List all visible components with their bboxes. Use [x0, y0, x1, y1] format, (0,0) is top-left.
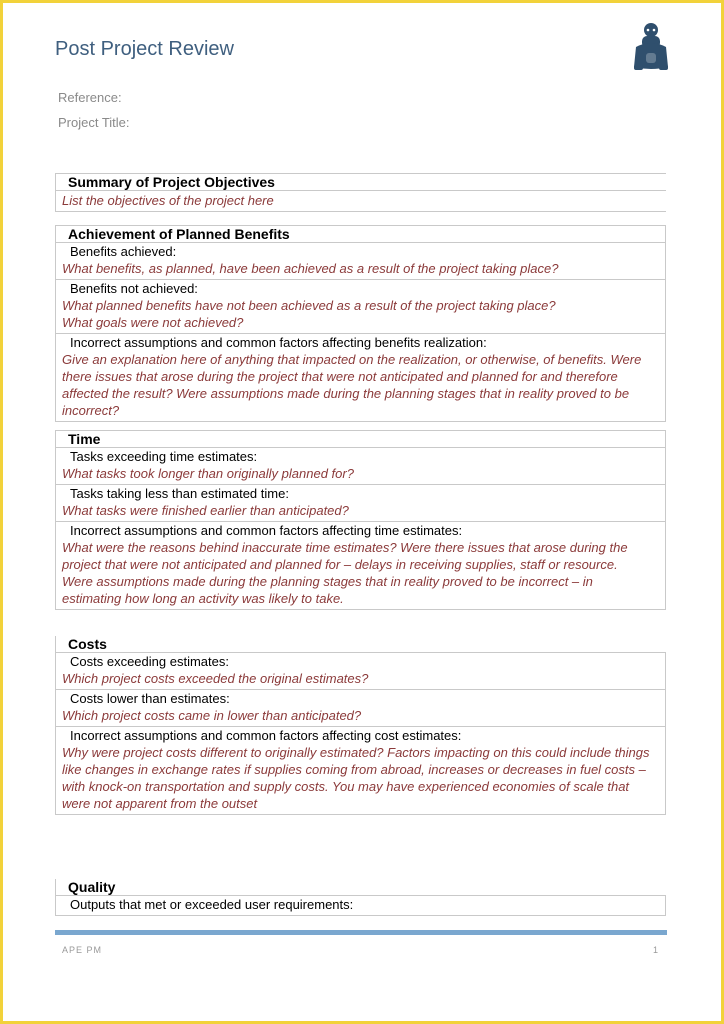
time-assumptions-label: Incorrect assumptions and common factors affecting time estimates: [70, 523, 463, 538]
time-exceeding-label: Tasks exceeding time estimates: [70, 449, 258, 464]
time-section [55, 430, 666, 610]
benefits-not-achieved-hint: What planned benefits have not been achieved as a result of the project taking place? [62, 298, 556, 313]
quality-section [55, 879, 666, 916]
gorilla-logo-icon [632, 21, 670, 71]
benefits-not-achieved-block [55, 280, 666, 334]
costs-exceeding-hint: Which project costs exceeded the original estimates? [62, 671, 369, 686]
time-assumptions-block [55, 522, 666, 610]
costs-assumptions-label: Incorrect assumptions and common factors affecting cost estimates: [70, 728, 462, 743]
page-number: 1 [653, 945, 659, 955]
benefits-achieved-hint: What benefits, as planned, have been achieved as a result of the project taking place? [62, 261, 559, 276]
benefits-assumptions-label: Incorrect assumptions and common factors affecting benefits realization: [70, 335, 487, 350]
summary-hint: List the objectives of the project here [62, 193, 274, 208]
reference-label: Reference: [58, 90, 122, 105]
footer-divider [55, 930, 667, 935]
benefits-section [55, 225, 666, 422]
costs-assumptions-block [55, 727, 666, 815]
benefits-heading: Achievement of Planned Benefits [55, 225, 666, 243]
quality-outputs-block [55, 896, 666, 916]
time-exceeding-hint: What tasks took longer than originally planned for? [62, 466, 354, 481]
benefits-not-achieved-label: Benefits not achieved: [70, 281, 198, 296]
benefits-achieved-label: Benefits achieved: [70, 244, 177, 259]
costs-assumptions-hint: Why were project costs different to originally estimated? Factors impacting on this could include things like changes in exchange rates if supplies coming from abroad, increases or decreases in fuel costs – with knock-on transportation and supply costs. You may have experienced economies of scale that were not apparent from the outset [62, 745, 650, 811]
time-assumptions-hint: What were the reasons behind inaccurate time estimates? Were there issues that arose during the project that were not anticipated and planned for – delays in receiving supplies, staff or resource. Were assumptions made during the planning stages that in reality proved to be incorrect – in estimating how long an activity was likely to take. [62, 540, 628, 606]
quality-heading: Quality [55, 879, 666, 896]
benefits-assumptions-hint: Give an explanation here of anything that impacted on the realization, or otherwise, of benefits. Were there issues that arose during the project that were not anticipated and planned for and therefore affected the result? Were assumptions made during the planning stages that in reality proved to be incorrect? [62, 352, 642, 418]
quality-outputs-label: Outputs that met or exceeded user requirements: [70, 897, 354, 912]
summary-block [55, 191, 666, 212]
costs-lower-block [55, 690, 666, 727]
costs-exceeding-block [55, 653, 666, 690]
time-less-label: Tasks taking less than estimated time: [70, 486, 289, 501]
costs-section [55, 636, 666, 815]
benefits-assumptions-block [55, 334, 666, 422]
summary-section [55, 173, 666, 212]
summary-heading: Summary of Project Objectives [55, 173, 666, 191]
time-exceeding-block [55, 448, 666, 485]
time-less-hint: What tasks were finished earlier than anticipated? [62, 503, 349, 518]
footer-label: APE PM [62, 945, 103, 955]
costs-lower-hint: Which project costs came in lower than anticipated? [62, 708, 362, 723]
costs-exceeding-label: Costs exceeding estimates: [70, 654, 229, 669]
goals-not-achieved-hint: What goals were not achieved? [62, 315, 244, 330]
costs-heading: Costs [55, 636, 666, 653]
benefits-achieved-block [55, 243, 666, 280]
time-less-block [55, 485, 666, 522]
costs-lower-label: Costs lower than estimates: [70, 691, 230, 706]
page-title: Post Project Review [55, 38, 234, 60]
time-heading: Time [55, 430, 666, 448]
project-title-label: Project Title: [58, 115, 130, 130]
